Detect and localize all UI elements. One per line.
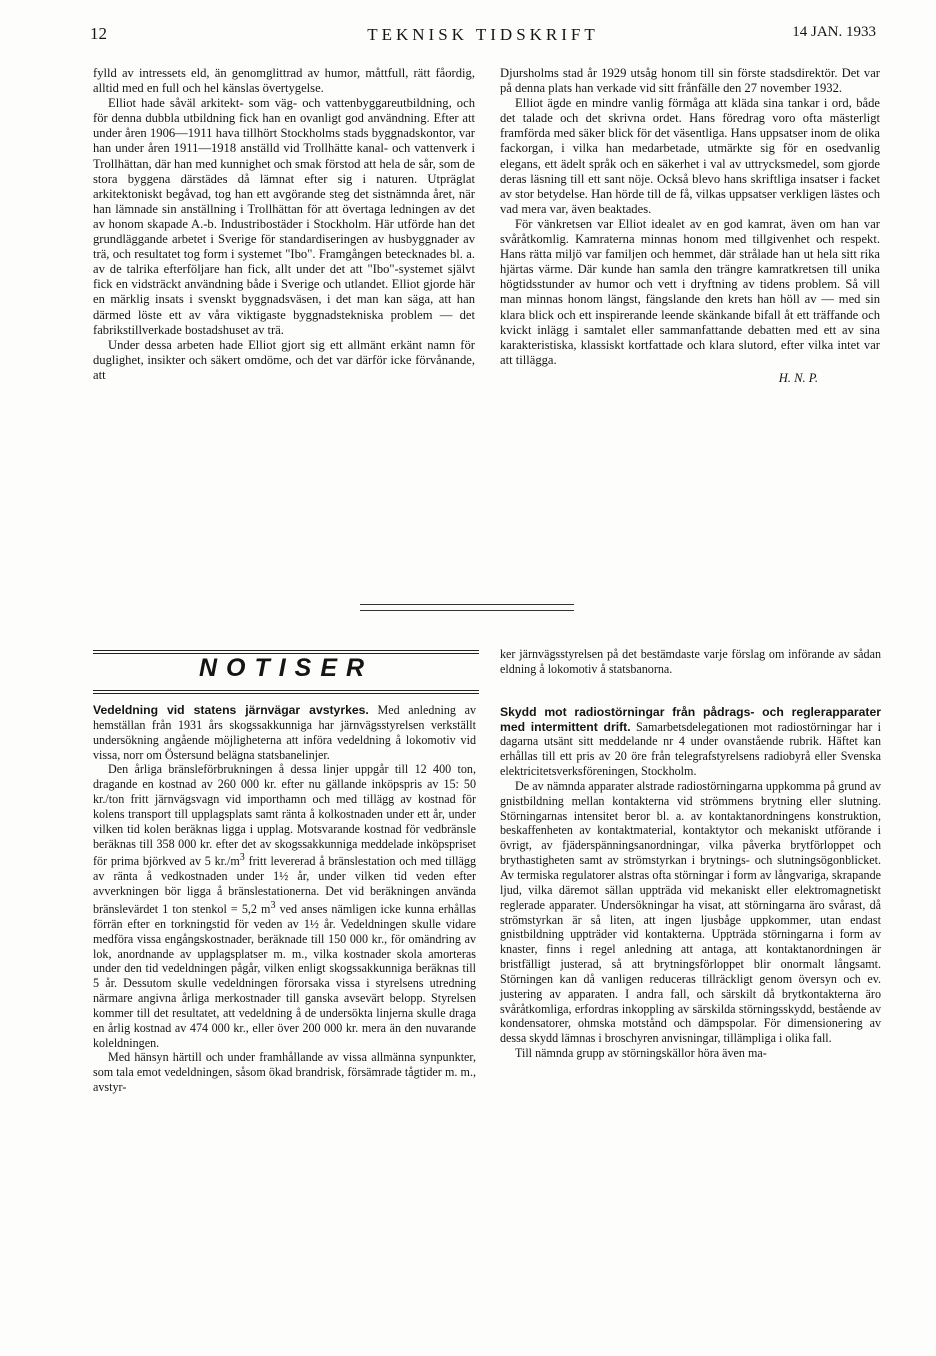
paragraph-text: ved anses nämligen icke kunna erhållas förrän efter en torkningstid för veden av 1½ år. Vedeldningen skulle vidare medföra vissa engångskostnader, beräknade till 150 000 kr., för omändring av lok, anordnande av upplagsplatser m. m., vilka kostnader skola amorteras under den tid vedeldningen pågår, vilken enligt skogssakkunniga beräknas till 5 år. Dessutom skulle vedeldningen förorsaka vissa i styrelsens utredning närmare angivna årliga merkostnader till ganska avsevärt belopp. Styrelsen kommer till det resultatet, att vedeldning å de undersökta linjerna skulle draga en årlig kostnad av 474 000 kr., eller över 200 000 kr. mera än den nuvarande koleldningen. <box>93 902 476 1050</box>
paragraph: För vänkretsen var Elliot idealet av en god kamrat, även om han var svåråtkomlig. Kamraterna minnas honom med tillgivenhet och respekt. Hans rätta miljö var familjen och hemmet, där strålade han ut hela sitt rika hjärtas värme. Där kunde han samla den trängre kamratkretsen till unika högtidsstunder av humor och vett i dryftning av tidens problem. Så vill man minnas honom längst, fängslande den krets han höll av — med sin klara blick och ett inspirerande leende skänkande bifall åt ett träffande och kvickt inlägg i samtalet eller sammanfattande debatten med ett av sina karakteristiska, klassiskt kortfattade och klara slutord, efter vilka intet var att tillägga. <box>500 216 880 367</box>
notice-lead-text: Samarbetsdelegationen mot radiostörningar har i dagarna utsänt sitt meddelande nr 4 under ovanstående rubrik. Häftet kan erhållas till ett pris av 20 öre från telegrafstyrelsens radiobyrå eller Svenska elektricitetsverksföreningen, Stockholm. <box>500 719 881 779</box>
paragraph: fylld av intressets eld, än genomglittrad av humor, måttfull, rätt fåordig, alltid med en full och hel känslas övertygelse. <box>93 66 475 96</box>
obituary-column-right <box>500 66 880 386</box>
banner-rule <box>93 693 479 694</box>
author-signature: H. N. P. <box>778 370 818 385</box>
paragraph: Elliot ägde en mindre vanlig förmåga att kläda sina tankar i ord, både det talade och det skrivna ordet. Hans föredrag voro ofta mästerligt framförda med säker blick för det väsentliga. Hans uppsatser inom de olika fackorgan, i vilka han medarbetade, utmärkte sig för en osedvanlig elegans, ett ädelt språk och en säkerhet i val av uttrycksmedel, som gjorde deras läsning till ett sant nöje. Också blevo hans skriftliga insatser i facket av stor betydelse. Han hörde till de få, vilkas uppsatser verkligen lästes och vad mera var, även beaktades. <box>500 96 880 216</box>
superscript: 3 <box>270 900 276 911</box>
issue-date: 14 JAN. 1933 <box>792 24 876 40</box>
page-header <box>90 24 876 50</box>
notice-lead-text: Med anledning av hemställan från 1931 års skogssakkunniga har järnvägsstyrelsen verkställt undersökning angående möjligheterna att införa vedeldning å lokomotiv vid vissa, norr om Östersund belägna statsbanelinjer. <box>93 703 477 762</box>
section-title: NOTISER <box>198 654 374 682</box>
page-number: 12 <box>90 24 107 43</box>
paragraph <box>93 762 476 1050</box>
notice-lead <box>500 705 881 779</box>
notice-heading: Skydd mot radiostörningar från pådrags- och reglerapparater med intermittent drift. <box>500 704 881 734</box>
paragraph: De av nämnda apparater alstrade radiostörningarna uppkomma på grund av gnistbildning mellan kontakterna vid strömmens brytning eller slutning. Störningarnas intensitet beror bl. a. av kontaktanordningens konstruktion, beskaffenheten av kontaktmaterial, kontaktytor och mekaniskt utförande i övrigt, av fjäderspänningsanordningar, vilka påverka brytförloppet och brythastigheten samt av strömstyrkan i brytnings- och slutningsögonblicket. Av termiska regulatorer alstras ofta störningar i form av långvariga, skrapande ljud, vilka däremot sällan uppträda vid mekaniskt eller elektromagnetiskt reglerade apparater. Undersökningar ha visat, att störningarna äro svårast, då strömstyrkan är så liten, att ingen ljusbåge uppkommer, utan endast gnistbildning uppträder vid kontakterna. Uppträda störningarna i form av knaster, finns i regel anledning att antaga, att kontaktanordningen är bristfälligt justerad, så att brytningsförloppet blir onormalt långsamt. Störningen kan då vanligen reduceras tillräckligt genom översyn och ev. justering av apparaten. I andra fall, och särskilt då brytkontakterna äro svåråtkomliga, erfordras inkoppling av särskilda störningsskydd, bestående av kondensatorer, ohmska motstånd och dämpspolar. För dimensionering av dessa skydd lämnas i broschyren anvisningar, tillämpliga i olika fall. <box>500 778 881 1046</box>
paragraph: ker järnvägsstyrelsen på det bestämdaste varje förslag om införande av sådan eldning å lokomotiv å statsbanorna. <box>500 647 881 676</box>
paragraph: Djursholms stad år 1929 utsåg honom till sin förste stadsdirektör. Det var på denna plats han verkade vid sitt frånfälle den 27 november 1932. <box>500 66 880 96</box>
section-banner <box>93 650 479 694</box>
journal-title: TEKNISK TIDSKRIFT <box>367 25 599 44</box>
banner-rule <box>93 690 479 691</box>
banner-rule <box>93 650 479 651</box>
paragraph-text: fritt levererad å bränslestation och med tillägg av ränta å vedkostnaden under 1½ år, under vilken tid veden efter avverkningen bör ligga å bränslestationerna. Det vid beräkningen använda bränslevärdet 1 ton stenkol = 5,2 m <box>93 854 476 917</box>
section-divider <box>360 604 574 611</box>
paragraph: Med hänsyn härtill och under framhållande av vissa allmänna synpunkter, som tala emot vedeldningen, såsom ökad brandrisk, försämrade tågtider m. m., avstyr- <box>93 1050 476 1095</box>
notice-lead <box>93 703 476 762</box>
paragraph: Under dessa arbeten hade Elliot gjort sig ett allmänt erkänt namn för duglighet, insikter och säkert omdöme, och det var därför icke förvånande, att <box>93 337 475 382</box>
notice-column-left <box>93 703 476 1095</box>
obituary-column-left <box>93 66 475 383</box>
paragraph: Elliot hade såväl arkitekt- som väg- och vattenbyggareutbildning, och för denna dubbla utbildning fick han en ovanligt god användning. Efter att under åren 1906—1911 hava tillhört Stockholms stads byggnadskontor, var han under åren 1911—1918 anställd vid Trollhätte kanal- och vattenverk i Trollhättan, där han med kunnighet och smak förstod att hela de sår, som de stora byggena därstädes då lämnat efter sig i naturen. Utpräglat arkitektoniskt begåvad, tog han ett avgörande steg det sistnämnda året, när han lämnade sin anställning i Trollhättan för att övertaga ledningen av det av honom skapade A.-b. Industribostäder i Stockholm. Här utförde han det grundläggande arbetet i Sverige för standardiseringen av husbyggnader av trä, och resultatet tog form i systemet "Ibo". Framgången betecknades bl. a. av de talrika efterföljare han fick, allt under det att "Ibo"-systemet självt fick en vidsträckt användning både i Sverige och utlandet. Elliot gjorde här en märklig insats i svenskt byggnadsväsen, i det man kan säga, att han därmed löste ett av våra viktigaste byggnadstekniska problem — det fabrikstillverkade bostadshuset av trä. <box>93 96 476 337</box>
paragraph-text: Den årliga bränsleförbrukningen å dessa linjer uppgår till 12 400 ton, dragande en kostnad av 260 000 kr. efter nu gällande inköpspris av 15: 50 kr./ton fritt järnvägsvagn vid importhamn och med tillägg av kostnad för kolens transport till upplagsplats samt ränta å kolkostnaden under ett år, under vilken tid kolen beräknas ligga i upplag. Motsvarande kostnad för vedbränsle beräknas till 358 000 kr. efter det av skogssakkunniga meddelade inköpspriset för prima björkved av 5 kr./m <box>93 762 476 869</box>
notice-heading: Vedeldning vid statens järnvägar avstyrkes. <box>93 703 369 717</box>
superscript: 3 <box>239 852 245 864</box>
notice-column-right <box>500 647 881 1061</box>
paragraph: Till nämnda grupp av störningskällor höra även ma- <box>515 1046 767 1061</box>
